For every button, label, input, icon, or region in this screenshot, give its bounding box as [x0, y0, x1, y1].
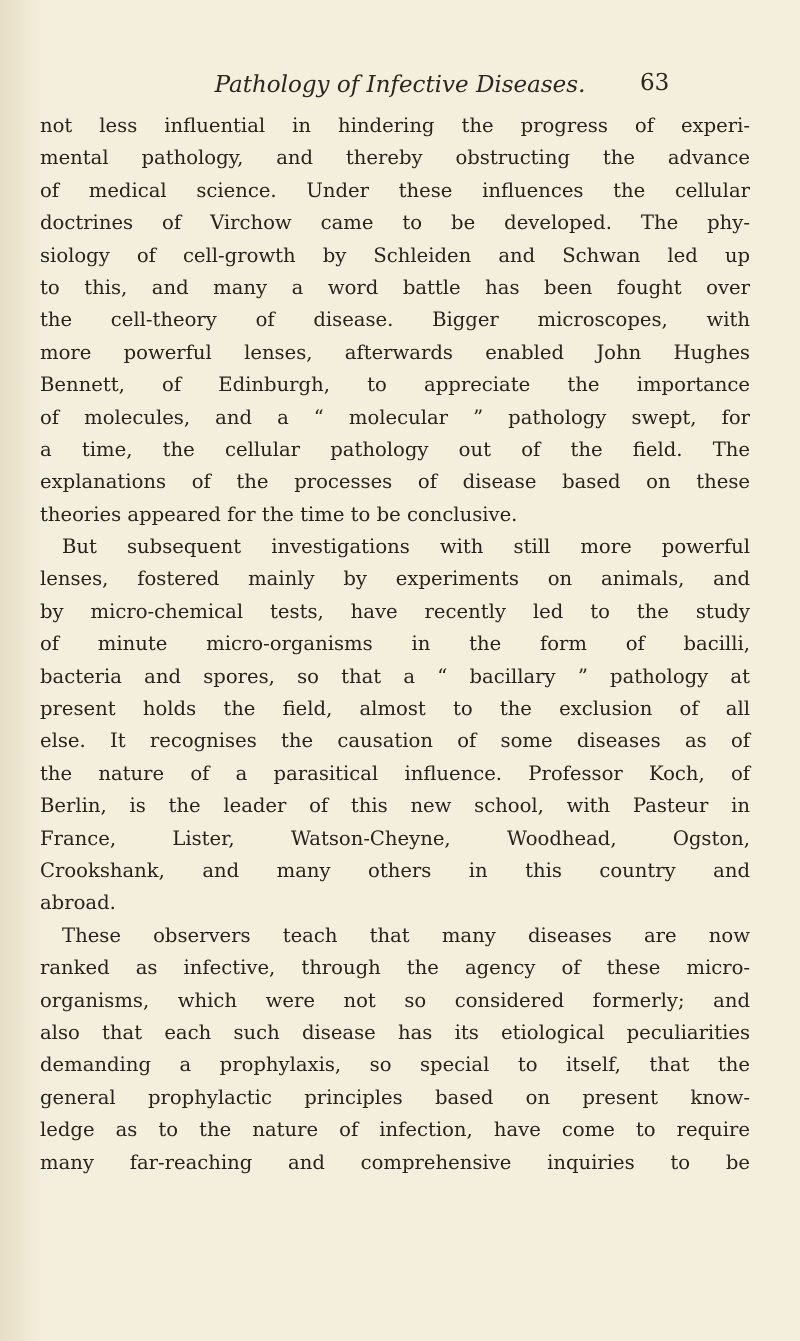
text-line: Berlin, is the leader of this new school, with Pasteur in: [40, 794, 750, 818]
text-line: organisms, which were not so considered formerly; and: [40, 988, 750, 1012]
text-line: many far-reaching and comprehensive inquiries to be: [40, 1150, 750, 1174]
text-line: Crookshank, and many others in this country and: [40, 858, 750, 882]
body-text: [40, 110, 750, 1179]
text-line: siology of cell-growth by Schleiden and Schwan led up: [40, 243, 750, 267]
text-line: also that each such disease has its etiological peculiarities: [40, 1020, 750, 1044]
text-line: bacteria and spores, so that a “ bacillary ” pathology at: [40, 664, 750, 688]
text-line: explanations of the processes of disease based on these: [40, 470, 750, 494]
text-line: Bennett, of Edinburgh, to appreciate the importance: [40, 373, 750, 397]
text-line: not less influential in hindering the progress of experi-: [40, 114, 750, 137]
text-line: of molecules, and a “ molecular ” pathology swept, for: [40, 405, 750, 429]
text-line: But subsequent investigations with still more powerful: [62, 535, 750, 559]
text-line: theories appeared for the time to be conclusive.: [40, 502, 518, 526]
text-line: of minute micro-organisms in the form of bacilli,: [40, 632, 750, 656]
text-line: abroad.: [40, 891, 116, 915]
running-title: Pathology of Infective Diseases.: [214, 72, 586, 98]
text-line: ledge as to the nature of infection, have come to require: [40, 1118, 750, 1142]
text-line: lenses, fostered mainly by experiments on animals, and: [40, 567, 750, 591]
text-line: general prophylactic principles based on present know-: [40, 1085, 750, 1109]
page-number: 63: [640, 70, 670, 96]
text-line: These observers teach that many diseases are now: [62, 923, 750, 947]
text-line: demanding a prophylaxis, so special to itself, that the: [40, 1053, 750, 1077]
text-line: mental pathology, and thereby obstructing the advance: [40, 146, 750, 170]
text-line: a time, the cellular pathology out of the field. The: [40, 437, 750, 461]
text-line: doctrines of Virchow came to be developed. The phy-: [40, 211, 750, 235]
text-line: the nature of a parasitical influence. Professor Koch, of: [40, 761, 750, 785]
text-line: more powerful lenses, afterwards enabled John Hughes: [40, 340, 750, 364]
text-line: present holds the field, almost to the exclusion of all: [40, 697, 750, 721]
text-line: to this, and many a word battle has been fought over: [40, 275, 750, 299]
text-line: by micro-chemical tests, have recently led to the study: [40, 599, 750, 623]
text-line: the cell-theory of disease. Bigger microscopes, with: [40, 308, 750, 332]
text-line: of medical science. Under these influences the cellular: [40, 178, 750, 202]
text-line: else. It recognises the causation of some diseases as of: [40, 729, 750, 753]
text-line: ranked as infective, through the agency of these micro-: [40, 956, 750, 980]
text-line: France, Lister, Watson-Cheyne, Woodhead, Ogston,: [40, 826, 750, 850]
